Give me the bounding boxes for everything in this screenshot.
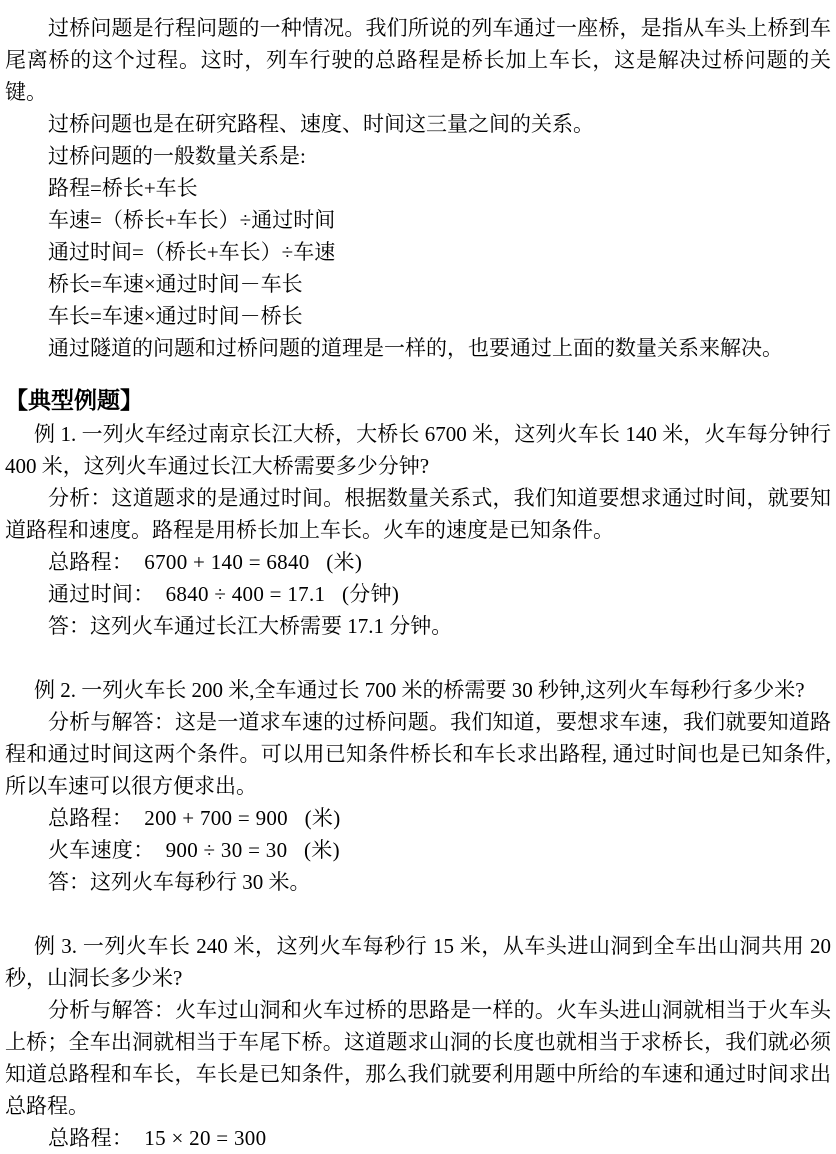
formula-speed: 车速=（桥长+车长）÷通过时间 [48,208,336,232]
spacer [5,898,831,930]
example-2-answer: 答：这列火车每秒行 30 米。 [48,870,311,894]
formula-train-length: 车长=车速×通过时间－桥长 [48,304,303,328]
example-3-step-total-distance: 总路程： 15 × 20 = 300 [48,1126,267,1150]
example-1-analysis: 分析：这道题求的是通过时间。根据数量关系式，我们知道要想求通过时间，就要知道路程和速度。路程是用桥长加上车长。火车的速度是已知条件。 [5,486,831,542]
example-3 [5,930,831,1154]
intro-paragraph-1: 过桥问题是行程问题的一种情况。我们所说的列车通过一座桥，是指从车头上桥到车尾离桥的这个过程。这时，列车行驶的总路程是桥长加上车长，这是解决过桥问题的关键。 [5,16,831,104]
section-heading: 【典型例题】 [5,388,143,413]
example-3-problem: 例 3. 一列火车长 240 米，这列火车每秒行 15 米，从车头进山洞到全车出山洞共用 20 秒，山洞长多少米? [5,934,831,990]
formula-distance: 路程=桥长+车长 [48,176,198,200]
intro-paragraph-4: 通过隧道的问题和过桥问题的道理是一样的，也要通过上面的数量关系来解决。 [48,336,783,360]
spacer [5,642,831,674]
intro-paragraph-3: 过桥问题的一般数量关系是: [48,144,306,168]
example-2-analysis: 分析与解答：这是一道求车速的过桥问题。我们知道，要想求车速，我们就要知道路程和通过时间这两个条件。可以用已知条件桥长和车长求出路程, 通过时间也是已知条件, 所以车速可以很方便求出。 [5,710,831,798]
example-1-step-total-distance: 总路程： 6700 + 140 = 6840 (米) [48,550,363,574]
example-3-analysis: 分析与解答：火车过山洞和火车过桥的思路是一样的。火车头进山洞就相当于火车头上桥；全车出洞就相当于车尾下桥。这道题求山洞的长度也就相当于求桥长，我们就必须知道总路程和车长，车长是已知条件，那么我们就要利用题中所给的车速和通过时间求出总路程。 [5,998,831,1118]
example-2-step-total-distance: 总路程： 200 + 700 = 900 (米) [48,806,341,830]
example-2-problem: 例 2. 一列火车长 200 米,全车通过长 700 米的桥需要 30 秒钟,这列火车每秒行多少米? [34,678,805,702]
formula-bridge-length: 桥长=车速×通过时间－车长 [48,272,303,296]
example-1-step-time: 通过时间： 6840 ÷ 400 = 17.1 (分钟) [48,582,400,606]
example-2-step-speed: 火车速度： 900 ÷ 30 = 30 (米) [48,838,340,862]
formula-time: 通过时间=（桥长+车长）÷车速 [48,240,336,264]
intro-paragraph-2: 过桥问题也是在研究路程、速度、时间这三量之间的关系。 [48,112,594,136]
formula-list [5,172,831,332]
example-1-answer: 答：这列火车通过长江大桥需要 17.1 分钟。 [48,614,453,638]
example-2 [5,674,831,898]
example-1-problem: 例 1. 一列火车经过南京长江大桥，大桥长 6700 米，这列火车长 140 米，火车每分钟行 400 米，这列火车通过长江大桥需要多少分钟? [5,422,831,478]
example-1 [5,418,831,642]
